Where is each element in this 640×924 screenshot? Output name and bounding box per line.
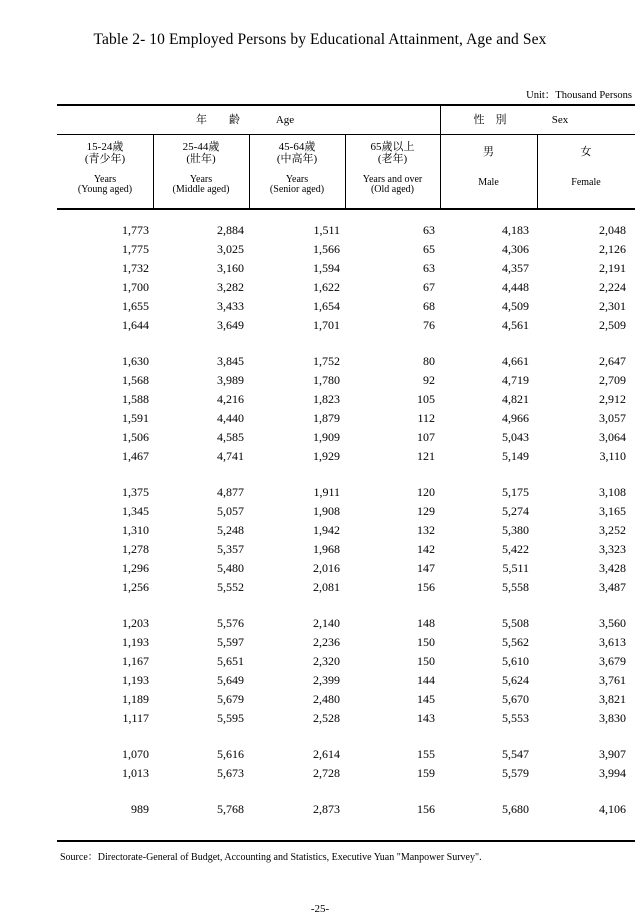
table-cell: 5,576 <box>217 616 244 630</box>
table-cell: 2,016 <box>313 561 340 575</box>
table-row <box>57 559 635 578</box>
table-row <box>57 764 635 783</box>
col-header-en: Years <box>189 174 213 185</box>
table-cell: 1,189 <box>122 692 149 706</box>
table-cell: 5,670 <box>502 692 529 706</box>
table-cell: 2,614 <box>313 747 340 761</box>
table-cell: 4,106 <box>599 802 626 816</box>
table-cell: 1,193 <box>122 635 149 649</box>
table-cell: 76 <box>423 318 435 332</box>
table-cell: 1,622 <box>313 280 340 294</box>
table-cell: 5,597 <box>217 635 244 649</box>
table-cell: 132 <box>417 523 435 537</box>
table-cell: 63 <box>423 261 435 275</box>
table-cell: 1,654 <box>313 299 340 313</box>
table-cell: 2,480 <box>313 692 340 706</box>
col-header-25-44 <box>153 141 249 195</box>
table-cell: 1,278 <box>122 542 149 556</box>
table-cell: 1,942 <box>313 523 340 537</box>
table-cell: 1,879 <box>313 411 340 425</box>
table-cell: 1,732 <box>122 261 149 275</box>
table-cell: 3,165 <box>599 504 626 518</box>
table-cell: 80 <box>423 354 435 368</box>
col-header-zh: (壯年) <box>186 153 216 165</box>
table-cell: 1,775 <box>122 242 149 256</box>
col-header-zh: (老年) <box>377 153 408 165</box>
table-cell: 1,167 <box>122 654 149 668</box>
table-cell: 1,700 <box>122 280 149 294</box>
col-header-45-64 <box>249 141 345 195</box>
table-cell: 1,591 <box>122 411 149 425</box>
table-cell: 4,821 <box>502 392 529 406</box>
table-cell: 156 <box>417 580 435 594</box>
table-cell: 1,588 <box>122 392 149 406</box>
table-cell: 2,191 <box>599 261 626 275</box>
table-row <box>57 540 635 559</box>
table-cell: 1,929 <box>313 449 340 463</box>
table-cell: 2,301 <box>599 299 626 313</box>
table-cell: 2,048 <box>599 223 626 237</box>
table-cell: 1,909 <box>313 430 340 444</box>
table-cell: 3,994 <box>599 766 626 780</box>
table-cell: 4,306 <box>502 242 529 256</box>
table-cell: 5,480 <box>217 561 244 575</box>
col-header-en: (Old aged) <box>370 184 415 195</box>
table-row <box>57 690 635 709</box>
table-cell: 1,594 <box>313 261 340 275</box>
col-header-zh: (青少年) <box>84 153 126 165</box>
table-cell: 4,440 <box>217 411 244 425</box>
col-header-en: Years and over <box>362 174 423 185</box>
col-header-65-plus <box>345 141 440 195</box>
col-header-zh: 25-44歲 <box>182 141 220 153</box>
table-cell: 1,070 <box>122 747 149 761</box>
table-row <box>57 409 635 428</box>
table-cell: 1,630 <box>122 354 149 368</box>
row-group <box>57 745 635 783</box>
table-row <box>57 428 635 447</box>
table-cell: 4,216 <box>217 392 244 406</box>
table-cell: 5,651 <box>217 654 244 668</box>
table-cell: 5,175 <box>502 485 529 499</box>
col-header-zh: 45-64歲 <box>278 141 316 153</box>
table-cell: 5,673 <box>217 766 244 780</box>
table-cell: 4,448 <box>502 280 529 294</box>
table-cell: 92 <box>423 373 435 387</box>
table-row <box>57 221 635 240</box>
table-cell: 3,679 <box>599 654 626 668</box>
table-row <box>57 745 635 764</box>
table-cell: 5,562 <box>502 635 529 649</box>
table-cell: 4,561 <box>502 318 529 332</box>
table-cell: 4,719 <box>502 373 529 387</box>
table-cell: 4,509 <box>502 299 529 313</box>
table-cell: 2,728 <box>313 766 340 780</box>
table-cell: 989 <box>131 802 149 816</box>
table-cell: 159 <box>417 766 435 780</box>
header-bottom-rule <box>57 208 635 210</box>
table-cell: 105 <box>417 392 435 406</box>
table-cell: 1,467 <box>122 449 149 463</box>
table-cell: 4,183 <box>502 223 529 237</box>
table-cell: 3,830 <box>599 711 626 725</box>
age-group-header-en: Age <box>275 114 295 126</box>
table-cell: 1,506 <box>122 430 149 444</box>
table-row <box>57 800 635 819</box>
table-row <box>57 578 635 597</box>
table-cell: 65 <box>423 242 435 256</box>
table-cell: 5,595 <box>217 711 244 725</box>
table-cell: 3,323 <box>599 542 626 556</box>
table-cell: 5,552 <box>217 580 244 594</box>
col-header-zh: 女 <box>580 146 592 158</box>
table-body <box>57 221 635 836</box>
table-row <box>57 240 635 259</box>
table-cell: 5,422 <box>502 542 529 556</box>
table-cell: 5,610 <box>502 654 529 668</box>
table-cell: 63 <box>423 223 435 237</box>
col-header-zh: 15-24歲 <box>86 141 124 153</box>
table-row <box>57 447 635 466</box>
table-cell: 5,057 <box>217 504 244 518</box>
table-cell: 129 <box>417 504 435 518</box>
table-cell: 5,248 <box>217 523 244 537</box>
row-group <box>57 614 635 728</box>
table-cell: 2,509 <box>599 318 626 332</box>
table-cell: 2,224 <box>599 280 626 294</box>
table-cell: 4,357 <box>502 261 529 275</box>
table-cell: 1,752 <box>313 354 340 368</box>
table-cell: 2,320 <box>313 654 340 668</box>
col-header-zh: (中高年) <box>276 153 318 165</box>
table-cell: 4,741 <box>217 449 244 463</box>
table-cell: 1,203 <box>122 616 149 630</box>
table-cell: 1,296 <box>122 561 149 575</box>
col-header-en: Years <box>93 174 117 185</box>
col-header-en: (Middle aged) <box>172 184 230 195</box>
col-header-15-24 <box>57 141 153 195</box>
table-cell: 5,511 <box>502 561 529 575</box>
col-header-en: Male <box>478 177 499 188</box>
table-cell: 5,679 <box>217 692 244 706</box>
table-cell: 3,433 <box>217 299 244 313</box>
table-cell: 112 <box>417 411 435 425</box>
table-cell: 2,647 <box>599 354 626 368</box>
row-group <box>57 221 635 335</box>
table-cell: 144 <box>417 673 435 687</box>
table-cell: 5,149 <box>502 449 529 463</box>
table-cell: 148 <box>417 616 435 630</box>
table-cell: 107 <box>417 430 435 444</box>
table-row <box>57 259 635 278</box>
table-cell: 3,821 <box>599 692 626 706</box>
table-cell: 5,547 <box>502 747 529 761</box>
table-cell: 1,511 <box>313 223 340 237</box>
table-cell: 5,558 <box>502 580 529 594</box>
table-cell: 68 <box>423 299 435 313</box>
table-cell: 150 <box>417 654 435 668</box>
table-cell: 5,357 <box>217 542 244 556</box>
table-cell: 2,912 <box>599 392 626 406</box>
table-cell: 2,126 <box>599 242 626 256</box>
table-cell: 3,845 <box>217 354 244 368</box>
table-cell: 3,761 <box>599 673 626 687</box>
table-cell: 3,282 <box>217 280 244 294</box>
table-cell: 2,081 <box>313 580 340 594</box>
table-row <box>57 371 635 390</box>
table-row <box>57 316 635 335</box>
table-cell: 5,624 <box>502 673 529 687</box>
table-cell: 1,310 <box>122 523 149 537</box>
table-cell: 1,644 <box>122 318 149 332</box>
table-cell: 3,160 <box>217 261 244 275</box>
table-cell: 121 <box>417 449 435 463</box>
table-row <box>57 390 635 409</box>
table-cell: 1,566 <box>313 242 340 256</box>
table-row <box>57 297 635 316</box>
table-cell: 1,823 <box>313 392 340 406</box>
table-cell: 1,780 <box>313 373 340 387</box>
page-number: -25- <box>310 903 330 915</box>
table-cell: 3,560 <box>599 616 626 630</box>
table-cell: 1,568 <box>122 373 149 387</box>
table-row <box>57 671 635 690</box>
table-cell: 5,380 <box>502 523 529 537</box>
table-cell: 3,110 <box>599 449 626 463</box>
sex-group-header-en: Sex <box>551 114 569 126</box>
table-cell: 5,274 <box>502 504 529 518</box>
bottom-rule <box>57 840 635 842</box>
table-cell: 3,428 <box>599 561 626 575</box>
table-cell: 1,117 <box>122 711 149 725</box>
table-row <box>57 709 635 728</box>
table-cell: 1,193 <box>122 673 149 687</box>
age-group-header: 年 齡 <box>196 114 240 126</box>
table-cell: 3,252 <box>599 523 626 537</box>
table-row <box>57 633 635 652</box>
table-cell: 5,553 <box>502 711 529 725</box>
table-cell: 1,911 <box>313 485 340 499</box>
table-row <box>57 278 635 297</box>
table-cell: 155 <box>417 747 435 761</box>
table-cell: 156 <box>417 802 435 816</box>
table-cell: 1,256 <box>122 580 149 594</box>
table-cell: 3,057 <box>599 411 626 425</box>
table-cell: 1,968 <box>313 542 340 556</box>
table-cell: 3,613 <box>599 635 626 649</box>
table-row <box>57 521 635 540</box>
table-cell: 2,709 <box>599 373 626 387</box>
sex-group-header: 性 別 <box>473 114 507 126</box>
table-cell: 3,025 <box>217 242 244 256</box>
table-cell: 3,064 <box>599 430 626 444</box>
table-cell: 2,873 <box>313 802 340 816</box>
col-header-en: (Senior aged) <box>269 184 325 195</box>
table-cell: 5,508 <box>502 616 529 630</box>
table-row <box>57 483 635 502</box>
col-header-zh: 男 <box>483 146 494 158</box>
table-cell: 1,773 <box>122 223 149 237</box>
table-cell: 150 <box>417 635 435 649</box>
table-cell: 5,649 <box>217 673 244 687</box>
table-row <box>57 614 635 633</box>
table-title: Table 2- 10 Employed Persons by Educational Attainment, Age and Sex <box>93 31 547 48</box>
col-header-en: Female <box>571 177 601 188</box>
table-cell: 2,140 <box>313 616 340 630</box>
table-cell: 3,108 <box>599 485 626 499</box>
table-cell: 3,649 <box>217 318 244 332</box>
row-group <box>57 800 635 819</box>
table-cell: 3,907 <box>599 747 626 761</box>
col-header-male <box>440 146 537 188</box>
table-cell: 5,579 <box>502 766 529 780</box>
table-cell: 142 <box>417 542 435 556</box>
table-cell: 5,768 <box>217 802 244 816</box>
table-cell: 3,989 <box>217 373 244 387</box>
table-cell: 5,043 <box>502 430 529 444</box>
table-cell: 147 <box>417 561 435 575</box>
table-row <box>57 652 635 671</box>
table-cell: 2,528 <box>313 711 340 725</box>
table-cell: 2,399 <box>313 673 340 687</box>
table-cell: 4,966 <box>502 411 529 425</box>
table-cell: 2,236 <box>313 635 340 649</box>
col-header-female <box>537 146 635 188</box>
unit-label: Unit：Thousand Persons <box>526 90 632 101</box>
table-cell: 1,345 <box>122 504 149 518</box>
header-mid-rule <box>57 134 635 135</box>
table-row <box>57 352 635 371</box>
table-cell: 4,661 <box>502 354 529 368</box>
table-cell: 1,375 <box>122 485 149 499</box>
table-cell: 5,616 <box>217 747 244 761</box>
table-cell: 4,877 <box>217 485 244 499</box>
table-cell: 67 <box>423 280 435 294</box>
col-header-en: (Young aged) <box>77 184 133 195</box>
source-note: Source：Directorate-General of Budget, Accounting and Statistics, Executive Yuan "Manpower Survey". <box>60 852 482 863</box>
top-rule <box>57 104 635 106</box>
table-cell: 143 <box>417 711 435 725</box>
table-cell: 145 <box>417 692 435 706</box>
table-cell: 1,701 <box>313 318 340 332</box>
table-cell: 3,487 <box>599 580 626 594</box>
table-cell: 1,013 <box>122 766 149 780</box>
col-header-en: Years <box>285 174 309 185</box>
table-cell: 2,884 <box>217 223 244 237</box>
table-cell: 120 <box>417 485 435 499</box>
col-header-zh: 65歲以上 <box>370 141 415 153</box>
row-group <box>57 352 635 466</box>
row-group <box>57 483 635 597</box>
table-row <box>57 502 635 521</box>
table-cell: 4,585 <box>217 430 244 444</box>
table-cell: 5,680 <box>502 802 529 816</box>
table-cell: 1,655 <box>122 299 149 313</box>
table-cell: 1,908 <box>313 504 340 518</box>
